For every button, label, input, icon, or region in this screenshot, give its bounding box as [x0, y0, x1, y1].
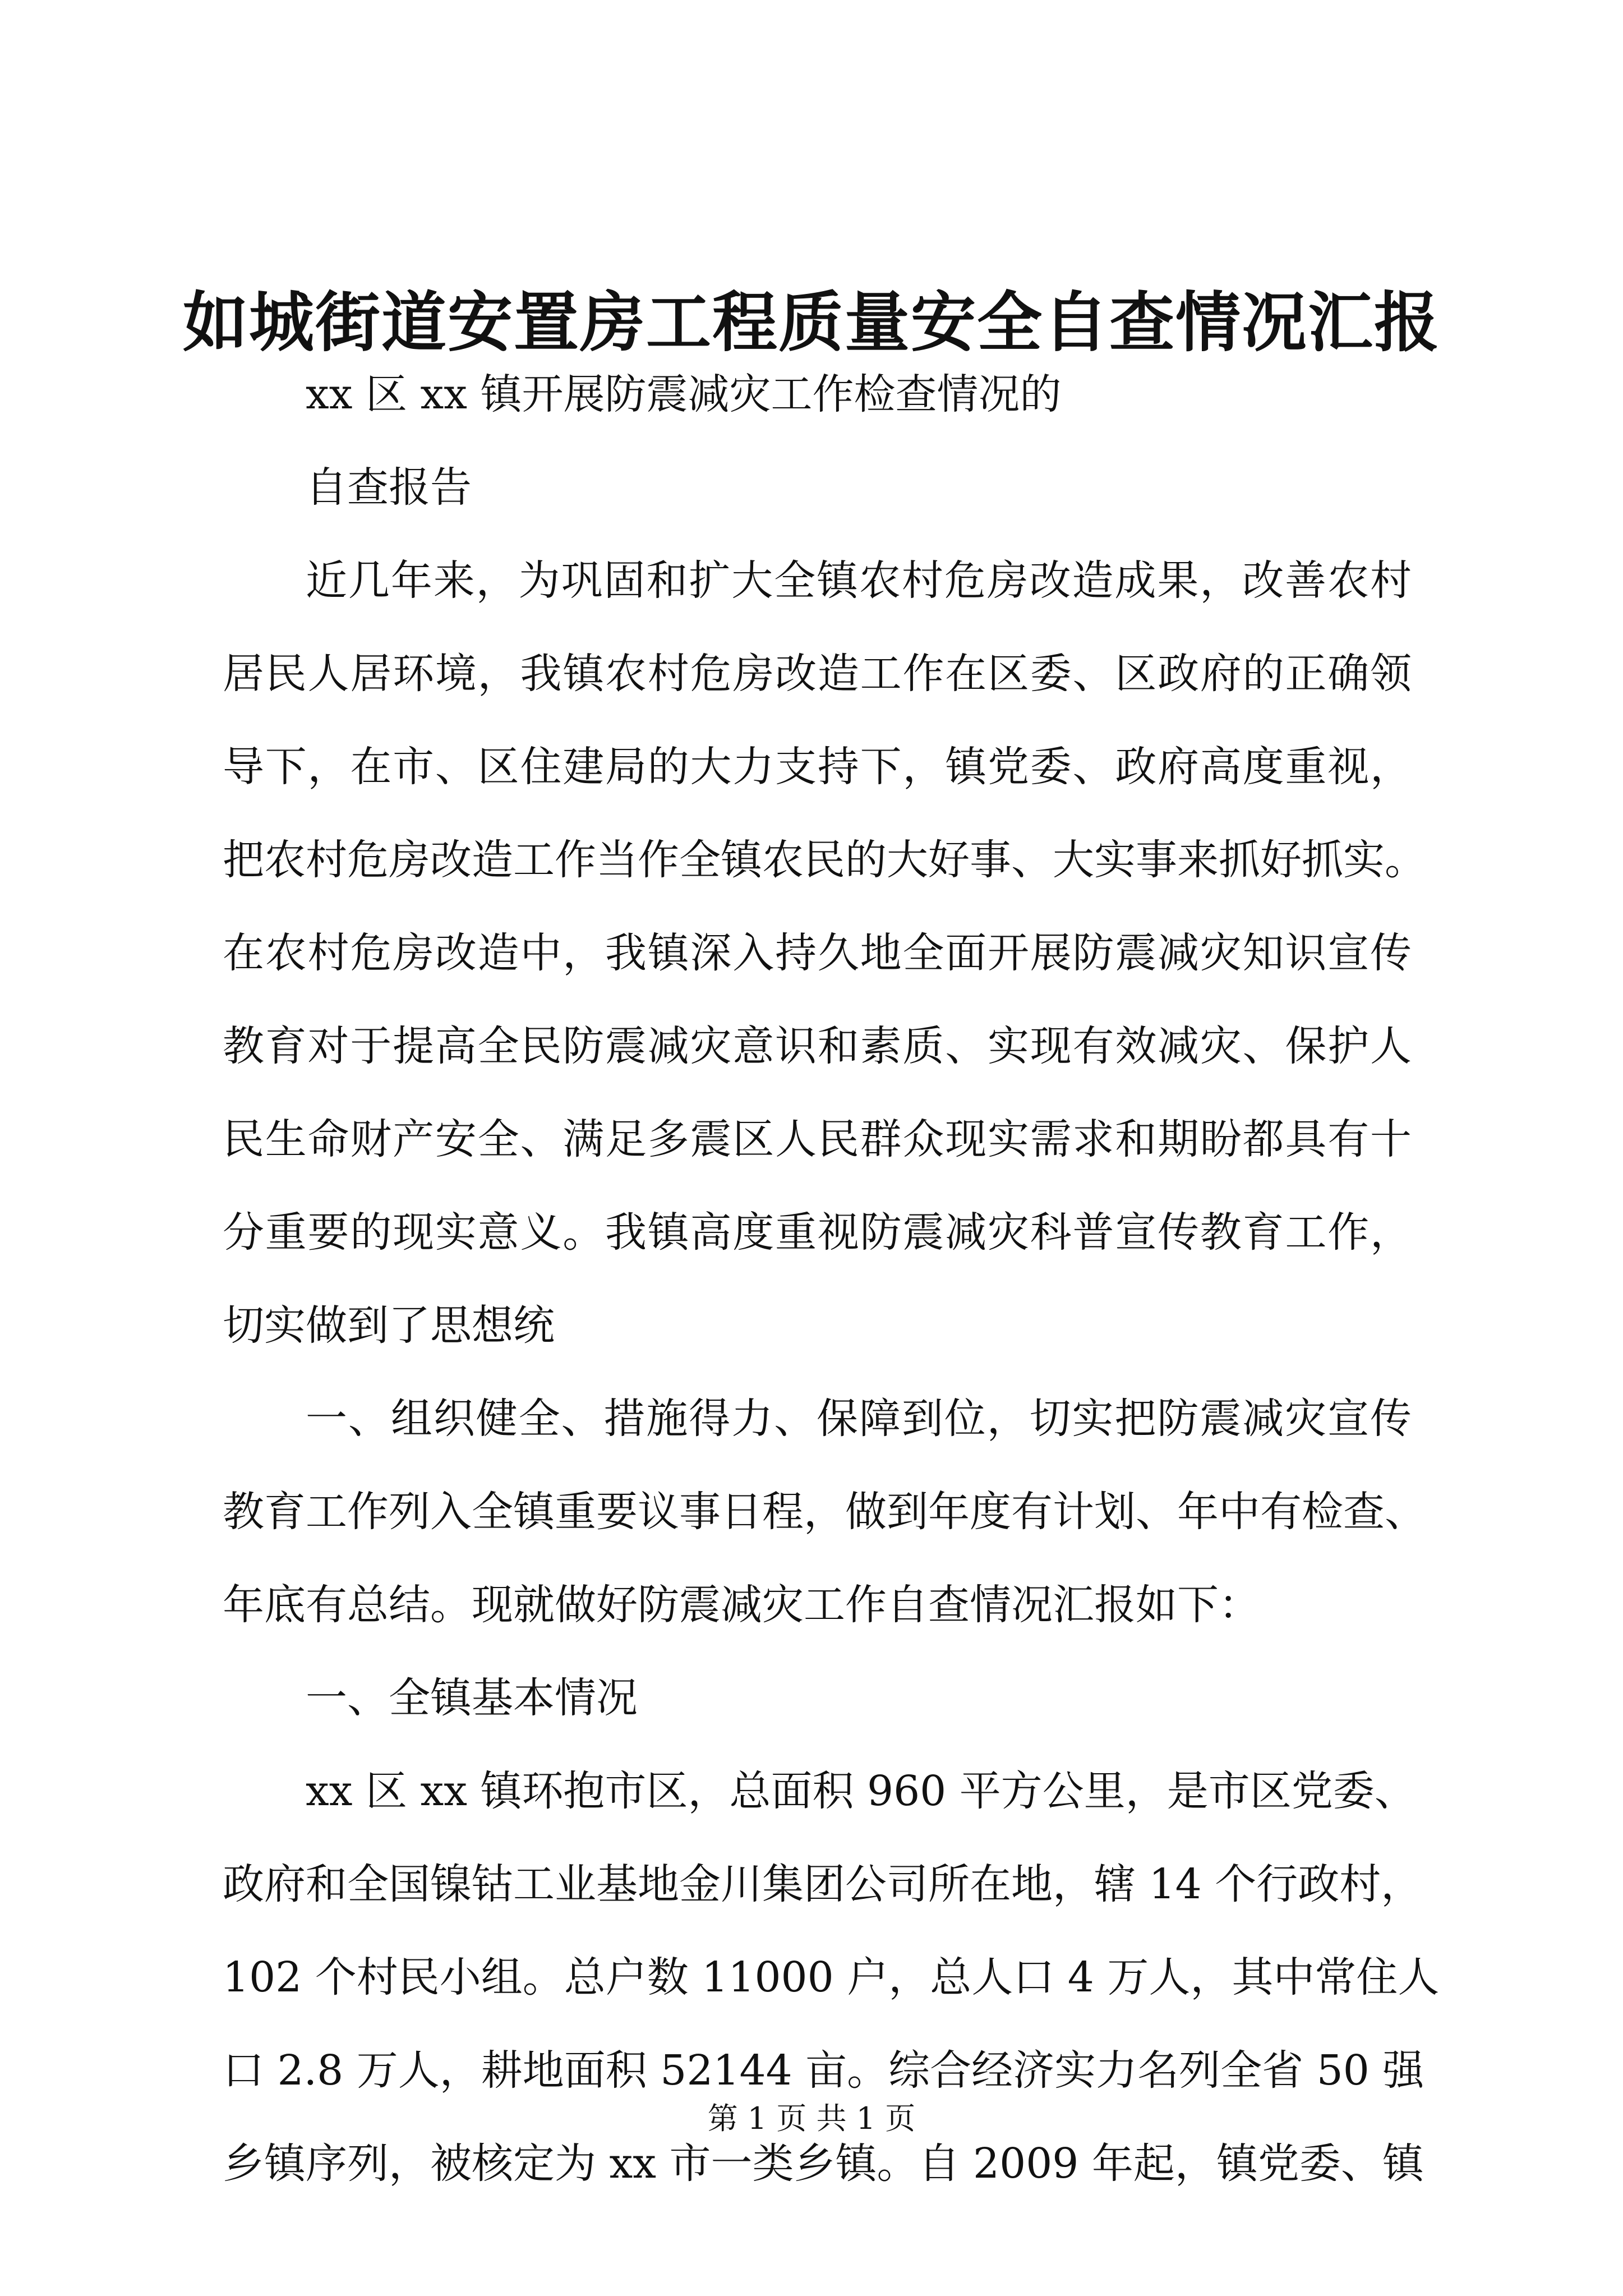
- text-line: 近几年来，为巩固和扩大全镇农村危房改造成果，改善农村: [306, 556, 1412, 605]
- text-line: xx 区 xx 镇开展防震减灾工作检查情况的: [306, 370, 1062, 418]
- text-line: 乡镇序列，被核定为 xx 市一类乡镇。自 2009 年起，镇党委、镇: [223, 2139, 1424, 2188]
- text-line: 一、组织健全、措施得力、保障到位，切实把防震减灾宣传: [306, 1395, 1412, 1443]
- text-line: 教育对于提高全民防震减灾意识和素质、实现有效减灾、保护人: [223, 1022, 1412, 1070]
- text-line: 口 2.8 万人，耕地面积 52144 亩。综合经济实力名列全省 50 强: [223, 2046, 1424, 2095]
- text-line: 民生命财产安全、满足多震区人民群众现实需求和期盼都具有十: [223, 1115, 1412, 1163]
- text-line: 把农村危房改造工作当作全镇农民的大好事、大实事来抓好抓实。: [223, 836, 1426, 884]
- text-line: 居民人居环境，我镇农村危房改造工作在区委、区政府的正确领: [223, 650, 1412, 698]
- text-line: 一、全镇基本情况: [306, 1674, 638, 1722]
- page-number-footer: 第 1 页 共 1 页: [707, 2101, 916, 2136]
- text-line: 102 个村民小组。总户数 11000 户，总人口 4 万人，其中常住人: [223, 1953, 1440, 2001]
- document-body: [223, 348, 1440, 2210]
- text-line: xx 区 xx 镇环抱市区，总面积 960 平方公里，是市区党委、: [306, 1767, 1416, 1815]
- text-line: 切实做到了思想统: [223, 1301, 555, 1350]
- document-title: 如城街道安置房工程质量安全自查情况汇报: [183, 284, 1440, 361]
- text-line: 导下，在市、区住建局的大力支持下，镇党委、政府高度重视，: [223, 743, 1412, 791]
- text-line: 教育工作列入全镇重要议事日程，做到年度有计划、年中有检查、: [223, 1488, 1426, 1536]
- text-line: 自查报告: [306, 463, 472, 512]
- text-line: 在农村危房改造中，我镇深入持久地全面开展防震减灾知识宣传: [223, 929, 1412, 977]
- text-line: 分重要的现实意义。我镇高度重视防震减灾科普宣传教育工作，: [223, 1208, 1412, 1257]
- text-line: 政府和全国镍钴工业基地金川集团公司所在地，辖 14 个行政村，: [223, 1860, 1423, 1908]
- text-line: 年底有总结。现就做好防震减灾工作自查情况汇报如下：: [223, 1581, 1260, 1629]
